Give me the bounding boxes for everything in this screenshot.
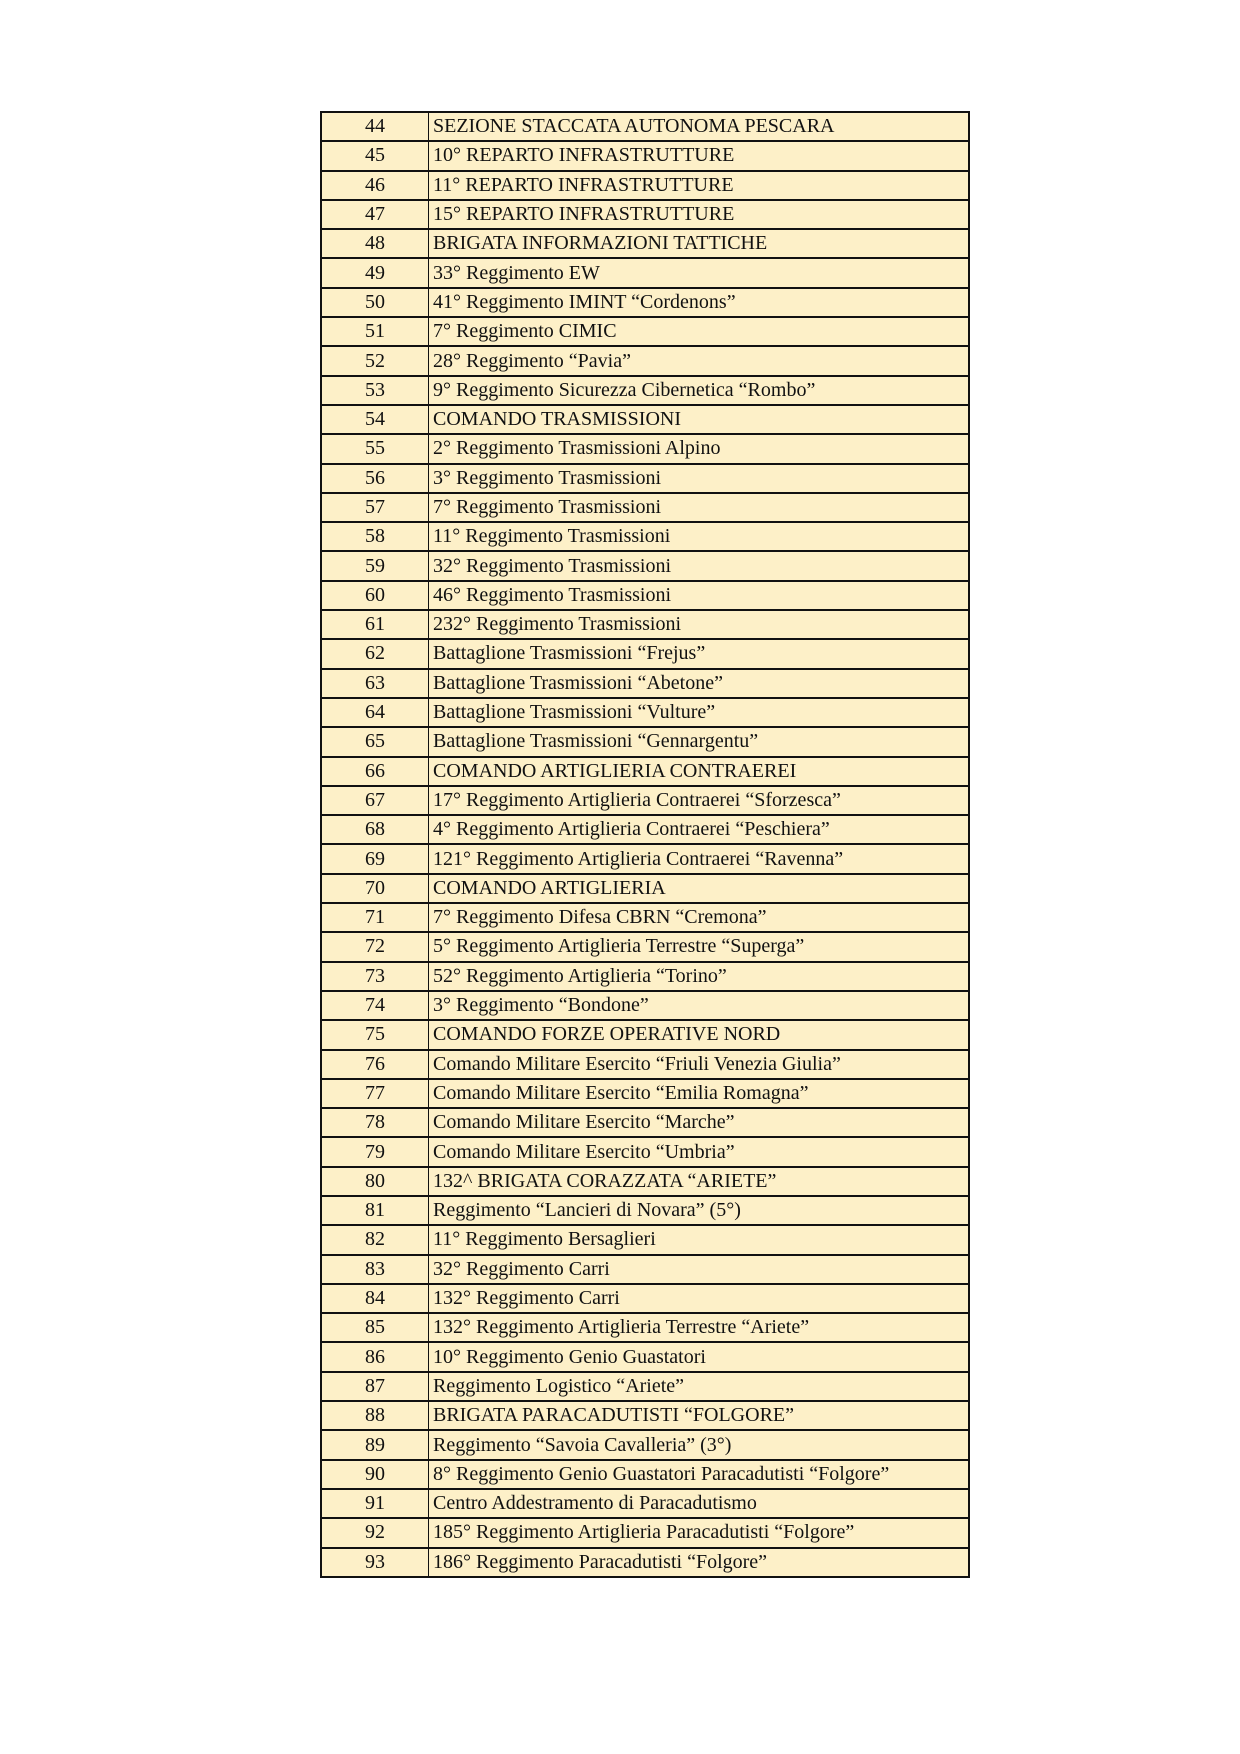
row-number: 70 [321, 874, 429, 903]
table-row [321, 1430, 969, 1459]
row-number: 87 [321, 1372, 429, 1401]
row-number: 59 [321, 551, 429, 580]
unit-name: Comando Militare Esercito “Emilia Romagna” [429, 1079, 970, 1108]
table-row [321, 874, 969, 903]
row-number: 83 [321, 1255, 429, 1284]
row-number: 49 [321, 258, 429, 287]
table-row [321, 493, 969, 522]
unit-name: 7° Reggimento CIMIC [429, 317, 970, 346]
row-number: 88 [321, 1401, 429, 1430]
unit-name: COMANDO ARTIGLIERIA CONTRAEREI [429, 757, 970, 786]
unit-name: 132° Reggimento Artiglieria Terrestre “Ariete” [429, 1313, 970, 1342]
table-row [321, 171, 969, 200]
table-row [321, 200, 969, 229]
unit-name: 33° Reggimento EW [429, 258, 970, 287]
row-number: 90 [321, 1460, 429, 1489]
unit-name: Comando Militare Esercito “Marche” [429, 1108, 970, 1137]
row-number: 75 [321, 1020, 429, 1049]
row-number: 47 [321, 200, 429, 229]
row-number: 80 [321, 1167, 429, 1196]
table-row [321, 1079, 969, 1108]
row-number: 85 [321, 1313, 429, 1342]
unit-name: Reggimento “Savoia Cavalleria” (3°) [429, 1430, 970, 1459]
table-row [321, 1255, 969, 1284]
table-row [321, 991, 969, 1020]
table-row [321, 141, 969, 170]
unit-name: Centro Addestramento di Paracadutismo [429, 1489, 970, 1518]
row-number: 74 [321, 991, 429, 1020]
unit-name: 185° Reggimento Artiglieria Paracadutisti “Folgore” [429, 1518, 970, 1547]
table-row [321, 1020, 969, 1049]
table-row [321, 962, 969, 991]
unit-name: Comando Militare Esercito “Friuli Venezia Giulia” [429, 1050, 970, 1079]
table-row [321, 581, 969, 610]
unit-name: 9° Reggimento Sicurezza Cibernetica “Rombo” [429, 376, 970, 405]
table-row [321, 405, 969, 434]
table-row [321, 112, 969, 141]
unit-name: 15° REPARTO INFRASTRUTTURE [429, 200, 970, 229]
table-row [321, 639, 969, 668]
table-row [321, 1108, 969, 1137]
unit-name: COMANDO ARTIGLIERIA [429, 874, 970, 903]
row-number: 51 [321, 317, 429, 346]
units-table-body [321, 112, 969, 1577]
table-row [321, 522, 969, 551]
unit-name: 32° Reggimento Trasmissioni [429, 551, 970, 580]
unit-name: BRIGATA PARACADUTISTI “FOLGORE” [429, 1401, 970, 1430]
unit-name: 10° Reggimento Genio Guastatori [429, 1342, 970, 1371]
table-row [321, 1518, 969, 1547]
row-number: 71 [321, 903, 429, 932]
unit-name: 8° Reggimento Genio Guastatori Paracadutisti “Folgore” [429, 1460, 970, 1489]
table-row [321, 464, 969, 493]
table-row [321, 815, 969, 844]
table-row [321, 1137, 969, 1166]
table-row [321, 288, 969, 317]
unit-name: Reggimento “Lancieri di Novara” (5°) [429, 1196, 970, 1225]
row-number: 48 [321, 229, 429, 258]
row-number: 58 [321, 522, 429, 551]
row-number: 82 [321, 1225, 429, 1254]
table-row [321, 1489, 969, 1518]
row-number: 55 [321, 434, 429, 463]
row-number: 78 [321, 1108, 429, 1137]
row-number: 69 [321, 844, 429, 873]
table-row [321, 727, 969, 756]
unit-name: 17° Reggimento Artiglieria Contraerei “Sforzesca” [429, 786, 970, 815]
row-number: 45 [321, 141, 429, 170]
table-row [321, 1460, 969, 1489]
row-number: 79 [321, 1137, 429, 1166]
row-number: 67 [321, 786, 429, 815]
table-row [321, 1167, 969, 1196]
row-number: 57 [321, 493, 429, 522]
unit-name: 132^ BRIGATA CORAZZATA “ARIETE” [429, 1167, 970, 1196]
row-number: 84 [321, 1284, 429, 1313]
table-row [321, 1196, 969, 1225]
unit-name: 132° Reggimento Carri [429, 1284, 970, 1313]
unit-name: 3° Reggimento “Bondone” [429, 991, 970, 1020]
row-number: 60 [321, 581, 429, 610]
row-number: 61 [321, 610, 429, 639]
unit-name: SEZIONE STACCATA AUTONOMA PESCARA [429, 112, 970, 141]
row-number: 62 [321, 639, 429, 668]
unit-name: Battaglione Trasmissioni “Abetone” [429, 669, 970, 698]
row-number: 93 [321, 1548, 429, 1577]
row-number: 50 [321, 288, 429, 317]
row-number: 63 [321, 669, 429, 698]
table-row [321, 1284, 969, 1313]
table-row [321, 1313, 969, 1342]
row-number: 91 [321, 1489, 429, 1518]
unit-name: Comando Militare Esercito “Umbria” [429, 1137, 970, 1166]
unit-name: 7° Reggimento Trasmissioni [429, 493, 970, 522]
row-number: 64 [321, 698, 429, 727]
unit-name: 46° Reggimento Trasmissioni [429, 581, 970, 610]
row-number: 52 [321, 346, 429, 375]
unit-name: Reggimento Logistico “Ariete” [429, 1372, 970, 1401]
unit-name: 52° Reggimento Artiglieria “Torino” [429, 962, 970, 991]
row-number: 44 [321, 112, 429, 141]
unit-name: BRIGATA INFORMAZIONI TATTICHE [429, 229, 970, 258]
row-number: 54 [321, 405, 429, 434]
table-row [321, 1401, 969, 1430]
unit-name: Battaglione Trasmissioni “Gennargentu” [429, 727, 970, 756]
table-row [321, 1372, 969, 1401]
row-number: 72 [321, 932, 429, 961]
table-row [321, 757, 969, 786]
unit-name: 11° Reggimento Bersaglieri [429, 1225, 970, 1254]
unit-name: 10° REPARTO INFRASTRUTTURE [429, 141, 970, 170]
row-number: 68 [321, 815, 429, 844]
table-row [321, 258, 969, 287]
row-number: 81 [321, 1196, 429, 1225]
unit-name: 32° Reggimento Carri [429, 1255, 970, 1284]
unit-name: 232° Reggimento Trasmissioni [429, 610, 970, 639]
row-number: 56 [321, 464, 429, 493]
unit-name: 4° Reggimento Artiglieria Contraerei “Peschiera” [429, 815, 970, 844]
unit-name: 121° Reggimento Artiglieria Contraerei “Ravenna” [429, 844, 970, 873]
row-number: 92 [321, 1518, 429, 1547]
table-row [321, 376, 969, 405]
table-row [321, 786, 969, 815]
row-number: 66 [321, 757, 429, 786]
row-number: 86 [321, 1342, 429, 1371]
unit-name: COMANDO FORZE OPERATIVE NORD [429, 1020, 970, 1049]
row-number: 46 [321, 171, 429, 200]
table-row [321, 610, 969, 639]
table-row [321, 1050, 969, 1079]
table-row [321, 844, 969, 873]
unit-name: Battaglione Trasmissioni “Vulture” [429, 698, 970, 727]
table-row [321, 903, 969, 932]
unit-name: COMANDO TRASMISSIONI [429, 405, 970, 434]
row-number: 89 [321, 1430, 429, 1459]
table-row [321, 1342, 969, 1371]
unit-name: 2° Reggimento Trasmissioni Alpino [429, 434, 970, 463]
unit-name: 186° Reggimento Paracadutisti “Folgore” [429, 1548, 970, 1577]
unit-name: 41° Reggimento IMINT “Cordenons” [429, 288, 970, 317]
table-row [321, 551, 969, 580]
table-row [321, 229, 969, 258]
unit-name: Battaglione Trasmissioni “Frejus” [429, 639, 970, 668]
table-row [321, 932, 969, 961]
table-row [321, 1548, 969, 1577]
table-row [321, 317, 969, 346]
table-row [321, 434, 969, 463]
row-number: 76 [321, 1050, 429, 1079]
table-row [321, 669, 969, 698]
table-row [321, 698, 969, 727]
table-row [321, 346, 969, 375]
row-number: 53 [321, 376, 429, 405]
units-table [320, 111, 970, 1578]
unit-name: 5° Reggimento Artiglieria Terrestre “Superga” [429, 932, 970, 961]
unit-name: 28° Reggimento “Pavia” [429, 346, 970, 375]
row-number: 77 [321, 1079, 429, 1108]
unit-name: 11° REPARTO INFRASTRUTTURE [429, 171, 970, 200]
unit-name: 11° Reggimento Trasmissioni [429, 522, 970, 551]
unit-name: 3° Reggimento Trasmissioni [429, 464, 970, 493]
unit-name: 7° Reggimento Difesa CBRN “Cremona” [429, 903, 970, 932]
table-row [321, 1225, 969, 1254]
row-number: 65 [321, 727, 429, 756]
row-number: 73 [321, 962, 429, 991]
